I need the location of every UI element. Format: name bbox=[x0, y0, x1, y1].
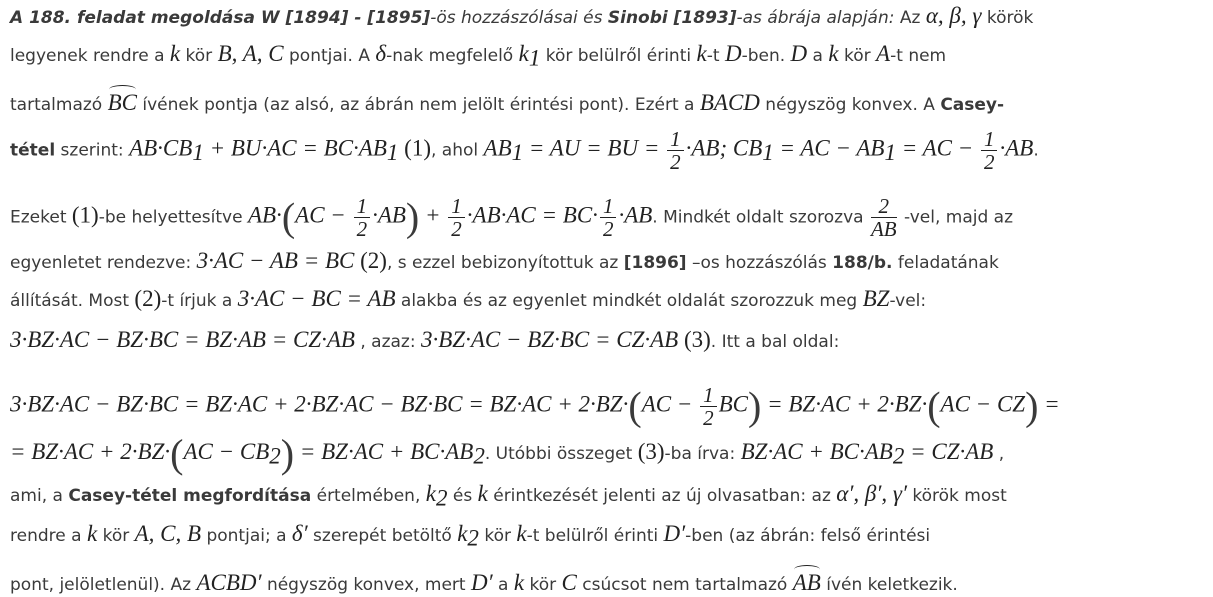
math-expression: AC − bbox=[295, 202, 352, 228]
math-expression: ACBD′ bbox=[196, 570, 262, 595]
body-text: értelmében, bbox=[311, 486, 426, 506]
math-expression: δ bbox=[375, 41, 387, 66]
math-expression: k bbox=[516, 521, 527, 546]
text-line-1 bbox=[10, 4, 1033, 30]
math-expression: = BZ·AC + BC·AB bbox=[294, 439, 474, 464]
text-line-11 bbox=[10, 482, 1007, 510]
body-text: szerepét betöltő bbox=[307, 526, 458, 546]
equation-number: (1) bbox=[71, 202, 99, 228]
arc-notation: AB bbox=[793, 565, 821, 595]
body-text: szerint: bbox=[55, 140, 130, 161]
math-expression: k bbox=[828, 41, 839, 66]
math-expression: AB·CB bbox=[129, 135, 193, 161]
math-expression: k bbox=[518, 41, 529, 66]
fraction bbox=[600, 195, 617, 240]
fraction-denominator: 2 bbox=[451, 217, 462, 241]
subscript: 1 bbox=[386, 139, 399, 165]
body-text: , azaz: bbox=[354, 332, 421, 352]
equation-number: (1) bbox=[398, 135, 431, 161]
body-text: körök bbox=[981, 8, 1034, 28]
math-expression: = AU = BU = bbox=[523, 135, 666, 161]
text-line-4 bbox=[10, 128, 1039, 173]
text-line-12 bbox=[10, 522, 930, 550]
body-text: pontjai. A bbox=[283, 46, 376, 66]
text-line-13 bbox=[10, 565, 958, 597]
text-line-9 bbox=[10, 384, 1060, 429]
math-expression: α, β, γ bbox=[925, 3, 982, 28]
body-text: kör belülről érinti bbox=[540, 46, 697, 66]
subscript: 1 bbox=[884, 139, 896, 165]
big-parenthesis: ) bbox=[1025, 383, 1039, 429]
body-text: legyenek rendre a bbox=[10, 46, 170, 66]
math-expression: ·AB bbox=[999, 135, 1034, 161]
bold-italic-text: Sinobi [1893] bbox=[607, 8, 737, 28]
math-expression: = CZ·AB bbox=[904, 439, 994, 464]
fraction-numerator: 1 bbox=[354, 195, 371, 218]
subscript: 1 bbox=[762, 139, 774, 165]
body-text: tartalmazó bbox=[10, 95, 108, 115]
math-expression: k bbox=[86, 521, 98, 546]
math-expression: 3·BZ·AC − BZ·BC = BZ·AB = CZ·AB bbox=[10, 327, 355, 352]
body-text: kör bbox=[97, 526, 135, 546]
subscript: 1 bbox=[528, 45, 541, 71]
body-text: körök most bbox=[906, 486, 1007, 506]
text-line-5 bbox=[10, 195, 1013, 240]
math-expression: 3·BZ·AC − BZ·BC = CZ·AB bbox=[420, 327, 679, 352]
math-expression: D bbox=[790, 41, 808, 66]
body-text: -ben (az ábrán: felső érintési bbox=[685, 526, 931, 546]
subscript: 1 bbox=[192, 139, 204, 165]
body-text: -t nem bbox=[890, 46, 947, 66]
math-expression: 3·BZ·AC − BZ·BC = BZ·AC + 2·BZ·AC − BZ·BC = BZ·AC + 2·BZ· bbox=[10, 391, 629, 417]
fraction-numerator: 2 bbox=[871, 195, 897, 218]
fraction-numerator: 1 bbox=[700, 384, 717, 407]
math-expression: ·AB; CB bbox=[685, 135, 763, 161]
math-expression: C bbox=[561, 570, 577, 595]
bold-text: 188/b. bbox=[832, 253, 893, 273]
arc-notation: BC bbox=[108, 85, 137, 115]
big-parenthesis: ( bbox=[927, 383, 941, 429]
math-expression: 3·AC − BC = AB bbox=[237, 286, 396, 311]
fraction-denominator: 2 bbox=[602, 217, 614, 241]
math-expression: A, C, B bbox=[134, 521, 202, 546]
text-line-3 bbox=[10, 85, 1004, 117]
bold-text: [1896] bbox=[623, 253, 687, 273]
math-expression: = BZ·AC + 2·BZ· bbox=[10, 439, 171, 464]
math-expression: ·AB bbox=[372, 202, 406, 228]
big-parenthesis: ( bbox=[628, 383, 642, 429]
body-text: Ezeket bbox=[10, 207, 72, 228]
math-expression: k bbox=[169, 41, 181, 66]
fraction bbox=[667, 128, 684, 173]
body-text: ívének pontja (az alsó, az ábrán nem jelölt érintési pont). Ezért a bbox=[136, 95, 700, 115]
fraction bbox=[354, 195, 371, 240]
math-expression: AC − CZ bbox=[940, 391, 1026, 417]
fraction-numerator: 1 bbox=[448, 195, 465, 218]
body-text: kör bbox=[180, 46, 218, 66]
equation-number: (3) bbox=[637, 439, 665, 464]
math-expression: = AC − bbox=[895, 135, 979, 161]
math-expression: AB bbox=[483, 135, 512, 161]
body-text: . bbox=[1033, 140, 1039, 161]
equation-number: (2) bbox=[354, 248, 387, 273]
bold-text: Casey-tétel megfordítása bbox=[68, 486, 312, 506]
math-expression: δ′ bbox=[291, 521, 308, 546]
math-expression: = bbox=[1038, 391, 1060, 417]
math-expression: = AC − AB bbox=[773, 135, 885, 161]
fraction-denominator: 2 bbox=[670, 150, 681, 174]
body-text: csúcsot nem tartalmazó bbox=[576, 575, 793, 595]
body-text: Az bbox=[899, 8, 926, 28]
body-text: -t bbox=[706, 46, 725, 66]
text-line-2 bbox=[10, 42, 946, 70]
body-text: érintkezését jelenti az új olvasatban: az bbox=[487, 486, 837, 506]
body-text: -t írjuk a bbox=[161, 291, 238, 311]
math-expression: AC − CB bbox=[183, 439, 270, 464]
math-expression: D′ bbox=[471, 570, 493, 595]
math-expression: k bbox=[513, 570, 525, 595]
math-expression: α′, β′, γ′ bbox=[836, 481, 907, 506]
math-expression: = BZ·AC + 2·BZ· bbox=[761, 391, 928, 417]
body-text: négyszög konvex, mert bbox=[261, 575, 471, 595]
math-expression: k bbox=[425, 481, 436, 506]
math-expression: BZ bbox=[862, 286, 890, 311]
body-text: kör bbox=[524, 575, 562, 595]
bold-italic-text: A 188. feladat megoldása W [1894] - [1895] bbox=[10, 8, 431, 28]
math-expression: ·AB·AC = BC· bbox=[466, 202, 598, 228]
body-text: a bbox=[492, 575, 514, 595]
body-text: egyenletet rendezve: bbox=[10, 253, 197, 273]
body-text: -be helyettesítve bbox=[98, 207, 248, 228]
equation-number: (3) bbox=[678, 327, 711, 352]
math-expression: BACD bbox=[699, 90, 760, 115]
body-text: -vel: bbox=[889, 291, 927, 311]
subscript: 2 bbox=[467, 525, 479, 551]
fraction-numerator: 1 bbox=[981, 128, 998, 151]
math-expression: AB· bbox=[247, 202, 282, 228]
body-text: . Mindkét oldalt szorozva bbox=[652, 207, 869, 228]
body-text: -nak megfelelő bbox=[386, 46, 519, 66]
big-parenthesis: ( bbox=[281, 194, 296, 240]
body-text: kör bbox=[838, 46, 877, 66]
math-expression: AC − bbox=[641, 391, 699, 417]
fraction-denominator: 2 bbox=[703, 406, 714, 430]
body-text: négyszög konvex. A bbox=[759, 95, 941, 115]
body-text: , bbox=[993, 444, 1005, 464]
subscript: 2 bbox=[892, 443, 905, 469]
subscript: 2 bbox=[435, 485, 448, 511]
body-text: rendre a bbox=[10, 526, 87, 546]
body-text: feladatának bbox=[892, 253, 999, 273]
body-text: alakba és az egyenlet mindkét oldalát szorozzuk meg bbox=[395, 291, 863, 311]
subscript: 2 bbox=[269, 443, 281, 469]
math-expression: k bbox=[696, 41, 707, 66]
body-text: állítását. Most bbox=[10, 291, 135, 311]
italic-text: -ös hozzászólásai és bbox=[430, 8, 608, 28]
body-text: , s ezzel bebizonyítottuk az bbox=[386, 253, 624, 273]
math-expression: D bbox=[724, 41, 742, 66]
body-text: -ba írva: bbox=[664, 444, 741, 464]
body-text: pont, jelöletlenül). Az bbox=[10, 575, 197, 595]
subscript: 2 bbox=[473, 443, 485, 469]
big-parenthesis: ) bbox=[405, 194, 420, 240]
math-expression: k bbox=[457, 521, 468, 546]
fraction-denominator: 2 bbox=[983, 150, 995, 174]
subscript: 1 bbox=[511, 139, 524, 165]
math-expression: BZ·AC + BC·AB bbox=[740, 439, 893, 464]
body-text: -vel, majd az bbox=[898, 207, 1013, 228]
math-expression: k bbox=[477, 481, 488, 506]
body-text: -t belülről érinti bbox=[526, 526, 664, 546]
body-text: a bbox=[807, 46, 829, 66]
bold-text: Casey- bbox=[940, 95, 1005, 115]
text-line-6 bbox=[10, 249, 999, 275]
fraction bbox=[448, 195, 465, 240]
fraction bbox=[871, 195, 897, 240]
bold-text: tétel bbox=[10, 140, 56, 161]
fraction bbox=[981, 128, 998, 173]
math-expression: + bbox=[419, 202, 447, 228]
big-parenthesis: ( bbox=[170, 431, 184, 476]
body-text: -ben. bbox=[741, 46, 791, 66]
math-expression: ·AB bbox=[618, 202, 653, 228]
body-text: kör bbox=[478, 526, 517, 546]
big-parenthesis: ) bbox=[748, 383, 762, 429]
body-text: pontjai; a bbox=[201, 526, 292, 546]
text-line-8 bbox=[10, 328, 839, 354]
equation-number: (2) bbox=[134, 286, 162, 311]
body-text: –os hozzászólás bbox=[686, 253, 833, 273]
fraction-denominator: 2 bbox=[356, 217, 368, 241]
text-line-7 bbox=[10, 287, 926, 313]
math-expression: BC bbox=[718, 391, 748, 417]
math-expression: 3·AC − AB = BC bbox=[196, 248, 355, 273]
math-expression: A bbox=[876, 41, 891, 66]
big-parenthesis: ) bbox=[280, 431, 295, 476]
body-text: ívén keletkezik. bbox=[820, 575, 958, 595]
fraction-denominator: AB bbox=[870, 217, 897, 241]
fraction-numerator: 1 bbox=[600, 195, 617, 218]
body-text: . Utóbbi összeget bbox=[484, 444, 638, 464]
fraction-numerator: 1 bbox=[667, 128, 684, 151]
math-expression: + BU·AC = BC·AB bbox=[203, 135, 387, 161]
body-text: és bbox=[447, 486, 478, 506]
body-text: , ahol bbox=[431, 140, 484, 161]
math-expression: D′ bbox=[663, 521, 686, 546]
fraction bbox=[700, 384, 717, 429]
body-text: . Itt a bal oldal: bbox=[710, 332, 840, 352]
italic-text: -as ábrája alapján: bbox=[736, 8, 900, 28]
text-line-10 bbox=[10, 431, 1005, 476]
math-expression: B, A, C bbox=[217, 41, 284, 66]
body-text: ami, a bbox=[10, 486, 69, 506]
